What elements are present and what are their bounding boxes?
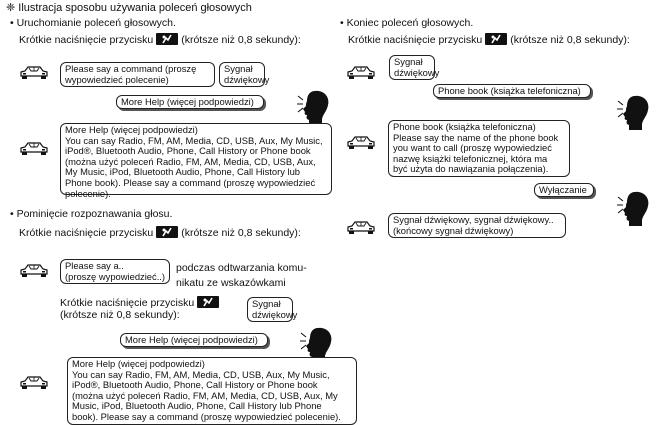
bubble-system-prompt xyxy=(60,62,215,87)
bubble-line: book). Please say a command (proszę wypowiedzieć polecenie). xyxy=(72,410,341,422)
section-heading-skip: • Pominięcie rozpoznawania głosu. xyxy=(10,208,173,220)
bubble-line: być użyta do nawiązania połączenia). xyxy=(393,163,549,175)
bubble-line: Please say a.. xyxy=(65,260,124,271)
speaking-person-icon xyxy=(617,94,649,132)
voice-button-icon xyxy=(156,226,178,238)
bubble-line: Please say the name of the phone book xyxy=(393,131,559,143)
bubble-line: (można użyć poleceń Radio, FM, AM, Media, CD, USB, Aux, xyxy=(65,155,316,167)
car-icon xyxy=(18,262,50,278)
bubble-user-command: More Help (więcej podpowiedzi) xyxy=(120,333,268,347)
bubble-beep xyxy=(247,297,298,322)
bubble-line: More Help (więcej podpowiedzi) xyxy=(72,358,205,369)
instruction-pre: Krótkie naciśnięcie przycisku xyxy=(19,34,154,46)
bubble-line: iPod®, Bluetooth Audio, Phone, Call History or Phone book xyxy=(72,379,318,391)
instruction-post: (krótsze niż 0,8 sekundy): xyxy=(181,34,301,46)
bubble-line: nazwę książki telefonicznej, która ma xyxy=(393,152,548,164)
car-icon xyxy=(18,64,50,80)
bubble-system-prompt xyxy=(60,259,170,284)
car-icon xyxy=(345,134,377,150)
instruction-start xyxy=(19,33,301,46)
bubble-line: you want to call (proszę wypowiedzieć xyxy=(393,142,552,154)
bubble-system-phonebook xyxy=(388,120,570,177)
bubble-line: Sygnał xyxy=(394,56,423,67)
section-heading-end: • Koniec poleceń głosowych. xyxy=(340,17,474,29)
bubble-beep xyxy=(389,55,440,80)
instruction-end xyxy=(348,33,630,46)
car-icon xyxy=(345,219,377,235)
bubble-line: (końcowy sygnał dźwiękowy) xyxy=(393,224,514,236)
instruction-skip-2 xyxy=(60,296,222,321)
instruction-pre: Krótkie naciśnięcie przycisku xyxy=(348,34,483,46)
bubble-line: Phone book (książka telefoniczna) xyxy=(393,121,536,132)
bubble-system-help xyxy=(60,123,332,199)
instruction-post: (krótsze niż 0,8 sekundy): xyxy=(60,309,180,321)
bubble-line: You can say Radio, FM, AM, Media, CD, USB, Aux, My Music, xyxy=(65,134,323,146)
note-during-prompt xyxy=(176,262,307,289)
bubble-system-help xyxy=(67,357,357,425)
instruction-skip xyxy=(19,226,301,239)
car-icon xyxy=(345,64,377,80)
instruction-post: (krótsze niż 0,8 sekundy): xyxy=(510,34,630,46)
voice-button-icon xyxy=(485,33,507,45)
instruction-pre: Krótkie naciśnięcie przycisku xyxy=(19,227,154,239)
bubble-line: Sygnał xyxy=(252,298,281,309)
bubble-line: (można użyć poleceń Radio, FM, AM, Media, CD, USB, Aux, My xyxy=(72,389,338,401)
bubble-line: dźwiękowy xyxy=(252,308,298,320)
note-line: nikatu ze wskazówkami xyxy=(176,277,286,289)
speaking-person-icon xyxy=(617,190,649,228)
bubble-line: My Music, iPod, Bluetooth Audio, Phone, Call History lub xyxy=(65,166,301,178)
bubble-line: More Help (więcej podpowiedzi) xyxy=(65,124,198,135)
bubble-line: Music, iPod, Bluetooth Audio, Phone, Call History lub Phone xyxy=(72,400,322,412)
note-line: podczas odtwarzania komu- xyxy=(176,262,307,274)
bubble-line: Sygnał xyxy=(224,63,253,74)
voice-button-icon xyxy=(197,296,219,308)
bubble-user-command: Phone book (książka telefoniczna) xyxy=(433,84,591,98)
bubble-line: dźwiękowy xyxy=(394,66,440,78)
bubble-user-command: More Help (więcej podpowiedzi) xyxy=(116,95,264,109)
bubble-line: iPod®, Bluetooth Audio, Phone, Call History or Phone book xyxy=(65,145,311,157)
voice-button-icon xyxy=(156,33,178,45)
bubble-line: You can say Radio, FM, AM, Media, CD, USB, Aux, My Music, xyxy=(72,368,330,380)
instruction-post: (krótsze niż 0,8 sekundy): xyxy=(181,227,301,239)
page-title: ❈ Ilustracja sposobu używania poleceń głosowych xyxy=(6,2,252,14)
speaking-person-icon xyxy=(297,89,329,127)
bubble-line: (proszę wypowiedzieć..) xyxy=(65,270,166,282)
instruction-pre: Krótkie naciśnięcie przycisku xyxy=(60,297,195,309)
car-icon xyxy=(18,140,50,156)
bubble-line: Sygnał dźwiękowy, sygnał dźwiękowy.. xyxy=(393,214,554,225)
bubble-line: Please say a command (proszę xyxy=(65,63,197,74)
bubble-line: polecenie). xyxy=(65,187,111,199)
bubble-line: Phone book). Please say a command (proszę wypowiedzieć xyxy=(65,176,316,188)
bubble-beep xyxy=(219,62,270,87)
bubble-end-beeps xyxy=(388,213,566,238)
section-heading-start: • Uruchomianie poleceń głosowych. xyxy=(10,17,176,29)
bubble-line: dźwiękowy xyxy=(224,73,270,85)
car-icon xyxy=(18,374,50,390)
bubble-line: wypowiedzieć polecenie) xyxy=(65,73,169,85)
bubble-user-exit: Wyłączanie xyxy=(534,183,594,197)
